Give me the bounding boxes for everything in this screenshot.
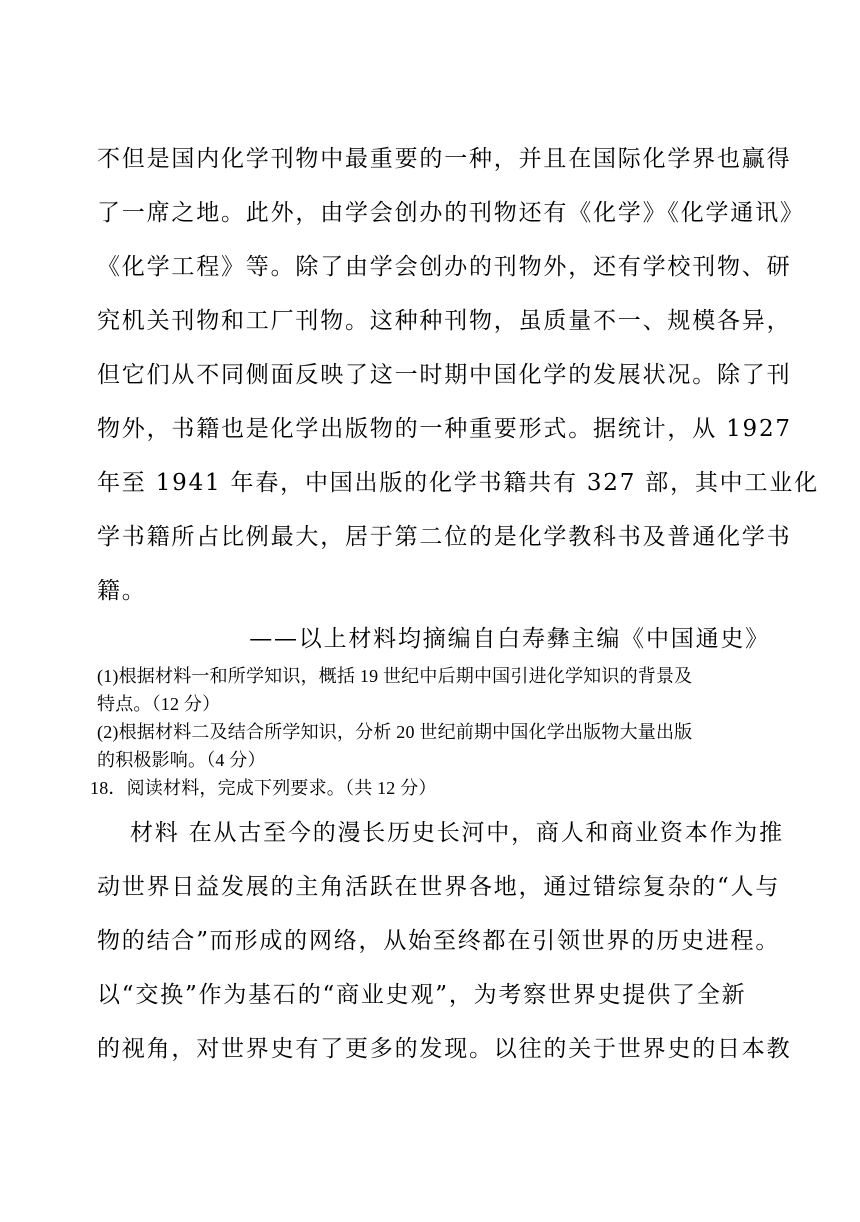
source-attribution: ——以上材料均摘编自白寿彝主编《中国通史》 <box>249 626 770 652</box>
question-18-heading: 18．阅读材料，完成下列要求。（共 12 分） <box>90 778 437 798</box>
question-2-line-1: (2)根据材料二及结合所学知识，分析 20 世纪前期中国化学出版物大量出版 <box>97 722 693 742</box>
question-2-line-2: 的积极影响。（4 分） <box>97 750 266 770</box>
question-1-line-2: 特点。（12 分） <box>97 694 221 714</box>
question-1-line-1: (1)根据材料一和所学知识，概括 19 世纪中后期中国引进化学知识的背景及 <box>97 666 693 686</box>
passage1-line-1: 不但是国内化学刊物中最重要的一种，并且在国际化学界也赢得 <box>97 146 792 172</box>
passage2-line-1: 材料 在从古至今的漫长历史长河中，商人和商业资本作为推 <box>130 820 784 846</box>
passage1-line-8: 学书籍所占比例最大，居于第二位的是化学教科书及普通化学书 <box>97 524 792 550</box>
passage1-line-4: 究机关刊物和工厂刊物。这种种刊物，虽质量不一、规模各异， <box>97 308 792 334</box>
passage2-line-2: 动世界日益发展的主角活跃在世界各地，通过错综复杂的“人与 <box>97 874 781 900</box>
passage2-line-3: 物的结合”而形成的网络，从始至终都在引领世界的历史进程。 <box>97 928 781 954</box>
passage1-line-3: 《化学工程》等。除了由学会创办的刊物外，还有学校刊物、研 <box>97 254 792 280</box>
passage1-line-6: 物外，书籍也是化学出版物的一种重要形式。据统计，从 1927 <box>97 416 792 442</box>
passage1-line-7: 年至 1941 年春，中国出版的化学书籍共有 327 部，其中工业化 <box>97 470 819 496</box>
passage1-line-9: 籍。 <box>97 578 147 604</box>
passage2-line-4: 以“交换”作为基石的“商业史观”，为考察世界史提供了全新 <box>97 982 747 1008</box>
passage1-line-2: 了一席之地。此外，由学会创办的刊物还有《化学》《化学通讯》 <box>97 200 805 226</box>
passage2-line-5: 的视角，对世界史有了更多的发现。以往的关于世界史的日本教 <box>97 1036 792 1062</box>
passage1-line-5: 但它们从不同侧面反映了这一时期中国化学的发展状况。除了刊 <box>97 362 792 388</box>
